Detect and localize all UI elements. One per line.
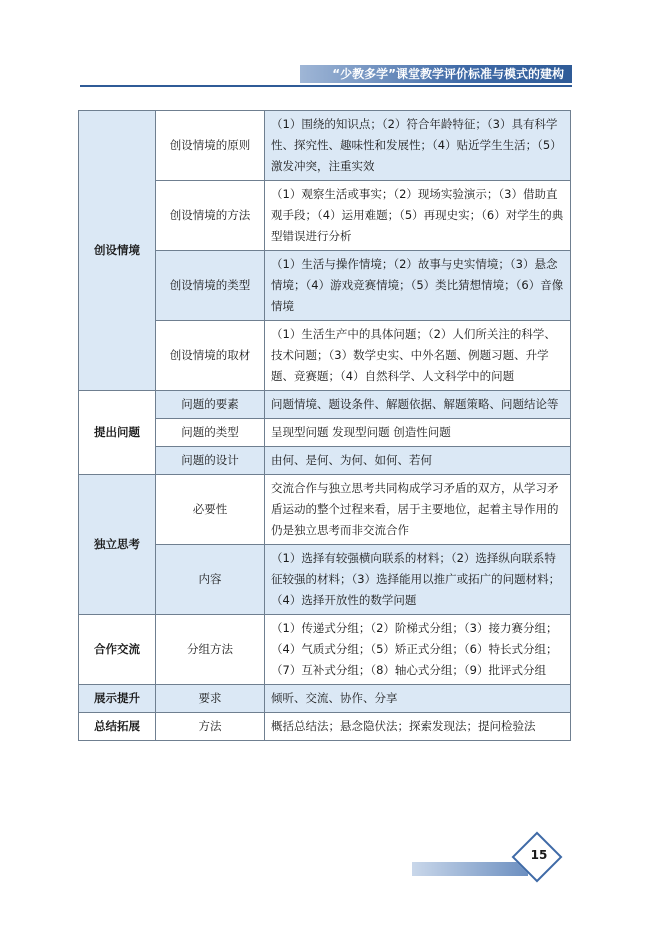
description-cell: （1）生活生产中的具体问题；（2）人们所关注的科学、技术问题；（3）数学史实、中外名题、例题习题、升学题、竞赛题；（4）自然科学、人文科学中的问题 <box>265 321 571 391</box>
subcategory-cell: 创设情境的原则 <box>156 111 265 181</box>
table-row <box>79 111 571 181</box>
description-cell: （1）生活与操作情境；（2）故事与史实情境；（3）悬念情境；（4）游戏竞赛情境；（5）类比猜想情境；（6）音像情境 <box>265 251 571 321</box>
evaluation-table <box>78 110 571 741</box>
category-cell: 合作交流 <box>79 615 156 685</box>
subcategory-cell: 要求 <box>156 685 265 713</box>
subcategory-cell: 分组方法 <box>156 615 265 685</box>
subcategory-cell: 问题的要素 <box>156 391 265 419</box>
header-divider <box>80 85 572 87</box>
running-header: “少教多学”课堂教学评价标准与模式的建构 <box>300 65 572 83</box>
table-row <box>79 685 571 713</box>
category-cell: 展示提升 <box>79 685 156 713</box>
description-cell: 概括总结法；悬念隐伏法；探索发现法；提问检验法 <box>265 713 571 741</box>
description-cell: （1）传递式分组；（2）阶梯式分组；（3）接力赛分组；（4）气质式分组；（5）矫正式分组；（6）特长式分组；（7）互补式分组；（8）轴心式分组；（9）批评式分组 <box>265 615 571 685</box>
category-cell: 总结拓展 <box>79 713 156 741</box>
description-cell: 呈现型问题 发现型问题 创造性问题 <box>265 419 571 447</box>
table-row <box>79 615 571 685</box>
subcategory-cell: 创设情境的取材 <box>156 321 265 391</box>
table-row <box>79 713 571 741</box>
description-cell: 由何、是何、为何、如何、若何 <box>265 447 571 475</box>
category-cell: 独立思考 <box>79 475 156 615</box>
table-row <box>79 475 571 545</box>
subcategory-cell: 内容 <box>156 545 265 615</box>
description-cell: 交流合作与独立思考共同构成学习矛盾的双方，从学习矛盾运动的整个过程来看，居于主要地位，起着主导作用的仍是独立思考而非交流合作 <box>265 475 571 545</box>
description-cell: 问题情境、题设条件、解题依据、解题策略、问题结论等 <box>265 391 571 419</box>
footer-bar <box>412 862 528 876</box>
page-number: 15 <box>530 848 548 862</box>
description-cell: （1）围绕的知识点；（2）符合年龄特征；（3）具有科学性、探究性、趣味性和发展性；（4）贴近学生生活；（5）激发冲突，注重实效 <box>265 111 571 181</box>
description-cell: 倾听、交流、协作、分享 <box>265 685 571 713</box>
description-cell: （1）选择有较强横向联系的材料；（2）选择纵向联系特征较强的材料；（3）选择能用以推广或拓广的问题材料；（4）选择开放性的数学问题 <box>265 545 571 615</box>
subcategory-cell: 创设情境的方法 <box>156 181 265 251</box>
table-row <box>79 391 571 419</box>
category-cell: 提出问题 <box>79 391 156 475</box>
subcategory-cell: 创设情境的类型 <box>156 251 265 321</box>
subcategory-cell: 必要性 <box>156 475 265 545</box>
category-cell: 创设情境 <box>79 111 156 391</box>
subcategory-cell: 问题的设计 <box>156 447 265 475</box>
description-cell: （1）观察生活或事实；（2）现场实验演示；（3）借助直观手段；（4）运用难题；（5）再现史实；（6）对学生的典型错误进行分析 <box>265 181 571 251</box>
subcategory-cell: 方法 <box>156 713 265 741</box>
subcategory-cell: 问题的类型 <box>156 419 265 447</box>
